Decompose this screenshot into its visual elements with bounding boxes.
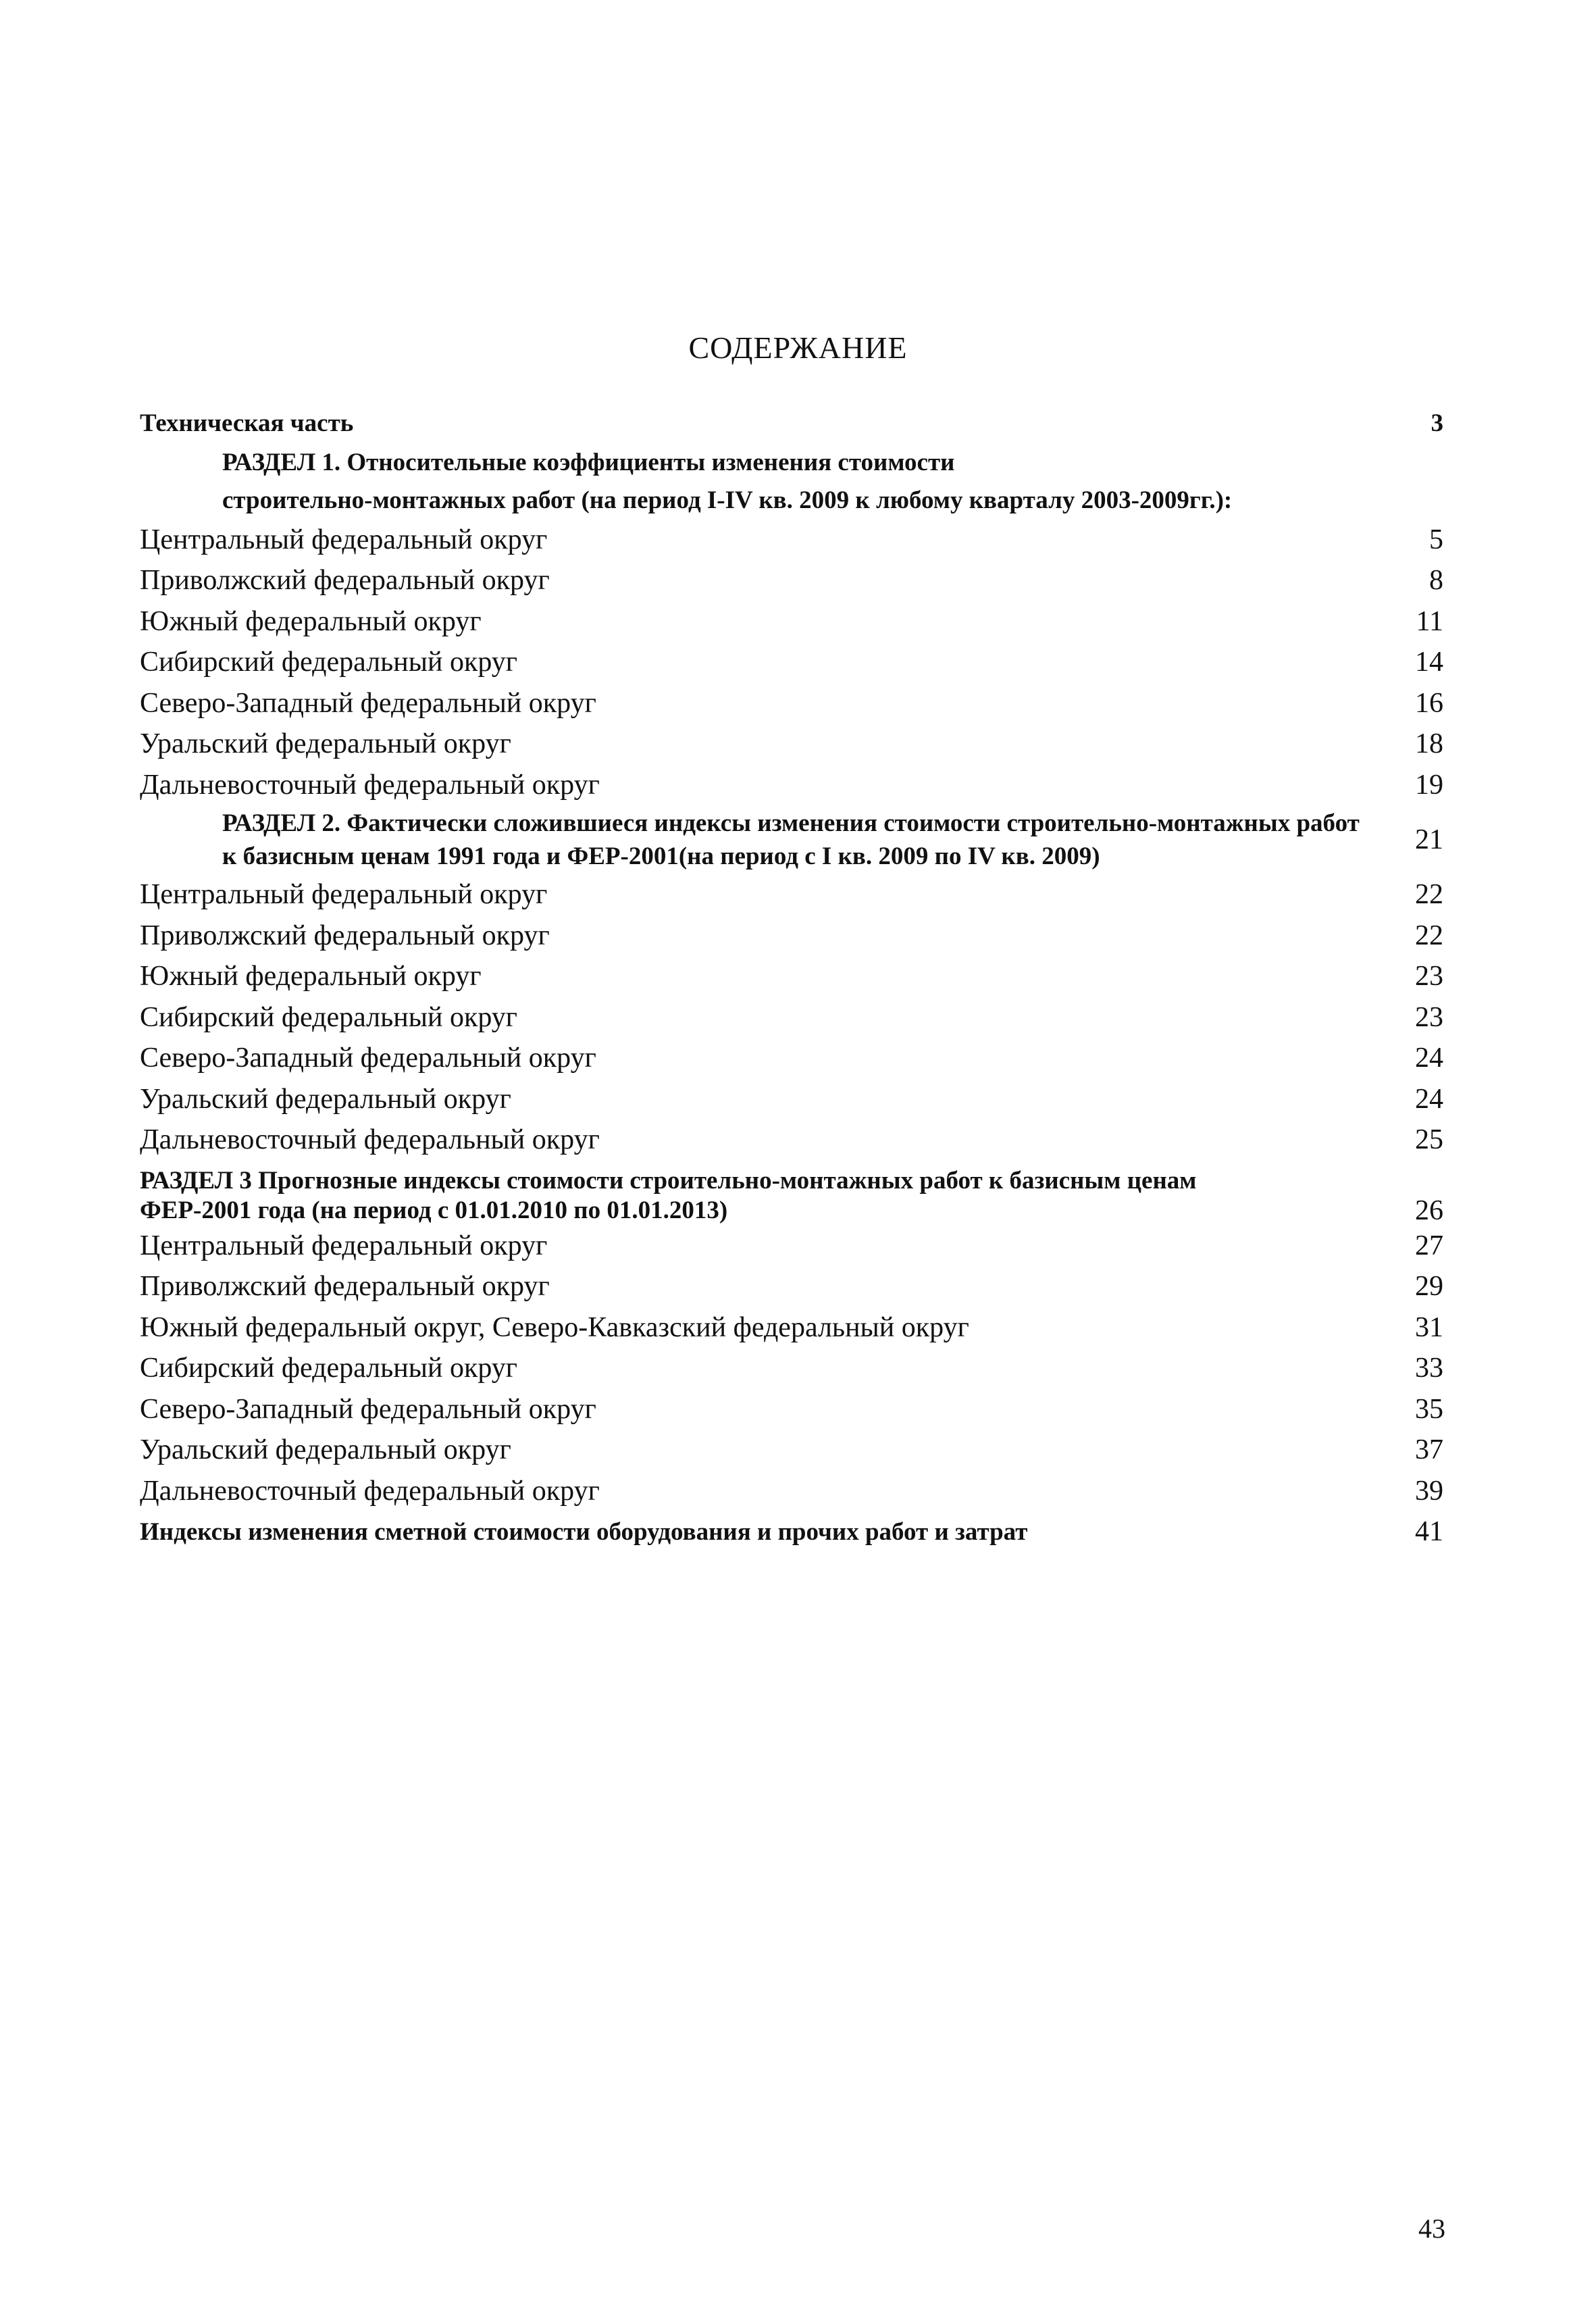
- toc-entry-page: 25: [1415, 1124, 1443, 1156]
- toc-entry: [140, 1471, 1443, 1512]
- toc-section-2-heading: [140, 805, 1443, 874]
- toc-entry-label: Центральный федеральный округ: [140, 524, 548, 555]
- toc-entry-page: 23: [1415, 961, 1443, 992]
- toc-entry: [140, 1038, 1443, 1079]
- toc-entry: [140, 997, 1443, 1038]
- toc-entry-page: 21: [1415, 824, 1443, 855]
- toc-entry-label: Дальневосточный федеральный округ: [140, 1124, 600, 1156]
- toc-entry-page: 24: [1415, 1083, 1443, 1115]
- toc-entry-label: Дальневосточный федеральный округ: [140, 769, 600, 801]
- toc-entry: [140, 1389, 1443, 1430]
- toc-entry-label: Сибирский федеральный округ: [140, 647, 518, 678]
- section-3-title-line-2: ФЕР-2001 года (на период с 01.01.2010 по 01.01.2013): [140, 1196, 728, 1224]
- toc-entry-page: 5: [1429, 524, 1443, 555]
- toc-entry-page: 23: [1415, 1001, 1443, 1033]
- toc-entry: [140, 724, 1443, 765]
- page-number: 43: [1418, 2213, 1445, 2244]
- toc-entry: [140, 1307, 1443, 1349]
- toc-entry-page: 26: [1415, 1194, 1443, 1226]
- toc-section-3-heading: [140, 1161, 1443, 1226]
- toc-entry-label: Северо-Западный федеральный округ: [140, 687, 596, 719]
- toc-entry-page: 18: [1415, 728, 1443, 760]
- toc-entry-page: 8: [1429, 565, 1443, 597]
- toc-entry-page: 22: [1415, 879, 1443, 911]
- toc-entry: [140, 1348, 1443, 1389]
- toc-entry-page: 39: [1415, 1475, 1443, 1507]
- toc-entry-label: Уральский федеральный округ: [140, 1083, 511, 1115]
- table-of-contents: [140, 403, 1443, 1553]
- toc-entry: [140, 642, 1443, 683]
- toc-entry-page: 14: [1415, 647, 1443, 678]
- toc-entry: [140, 683, 1443, 724]
- toc-entry-page: 33: [1415, 1353, 1443, 1384]
- toc-entry-label: Центральный федеральный округ: [140, 879, 548, 911]
- toc-entry-page: 27: [1415, 1230, 1443, 1261]
- toc-section-1-heading: [140, 444, 1443, 520]
- toc-entry: [140, 874, 1443, 915]
- toc-entry-page: 24: [1415, 1042, 1443, 1074]
- toc-entry-label: Дальневосточный федеральный округ: [140, 1475, 600, 1507]
- toc-entry-label: Северо-Западный федеральный округ: [140, 1042, 596, 1074]
- toc-entry-page: 37: [1415, 1434, 1443, 1466]
- toc-entry-page: 16: [1415, 687, 1443, 719]
- toc-entry: [140, 1079, 1443, 1120]
- toc-entry: [140, 915, 1443, 957]
- toc-entry: [140, 601, 1443, 643]
- toc-entry: [140, 765, 1443, 806]
- toc-entry-label: Центральный федеральный округ: [140, 1230, 548, 1261]
- toc-entry-page: 11: [1416, 605, 1443, 637]
- page-title: СОДЕРЖАНИЕ: [688, 330, 908, 365]
- section-2-title: РАЗДЕЛ 2. Фактически сложившиеся индексы изменения стоимости строительно-монтажных работ к базисным ценам 1991 года и ФЕР-2001(на период с I кв. 2009 по IV кв. 2009): [222, 809, 1360, 870]
- toc-entry-page: 35: [1415, 1393, 1443, 1425]
- toc-entry-label: Приволжский федеральный округ: [140, 920, 550, 951]
- toc-entry-page: 31: [1415, 1311, 1443, 1343]
- toc-entry-label: Сибирский федеральный округ: [140, 1353, 518, 1384]
- toc-entry-page: 3: [1431, 409, 1443, 437]
- toc-entry-label: Южный федеральный округ: [140, 605, 482, 637]
- toc-entry: [140, 1226, 1443, 1267]
- toc-entry-equipment-indices: [140, 1511, 1443, 1553]
- toc-entry-label: Техническая часть: [140, 409, 354, 437]
- toc-entry: [140, 560, 1443, 601]
- toc-entry: [140, 1430, 1443, 1471]
- toc-entry: [140, 1120, 1443, 1161]
- section-1-title-line-1: РАЗДЕЛ 1. Относительные коэффициенты изменения стоимости: [222, 448, 955, 476]
- toc-entry-page: 19: [1415, 769, 1443, 801]
- toc-entry-page: 29: [1415, 1271, 1443, 1303]
- toc-entry-label: Уральский федеральный округ: [140, 728, 511, 760]
- toc-entry: [140, 956, 1443, 997]
- toc-entry-label: Южный федеральный округ, Северо-Кавказский федеральный округ: [140, 1311, 969, 1343]
- toc-entry-technical-part: [140, 403, 1443, 444]
- toc-entry: [140, 520, 1443, 561]
- toc-entry-label: Приволжский федеральный округ: [140, 1271, 550, 1303]
- toc-entry-label: Уральский федеральный округ: [140, 1434, 511, 1466]
- section-3-title-line-1: РАЗДЕЛ 3 Прогнозные индексы стоимости строительно-монтажных работ к базисным ценам: [140, 1166, 1197, 1194]
- toc-entry: [140, 1266, 1443, 1307]
- toc-entry-label: Индексы изменения сметной стоимости оборудования и прочих работ и затрат: [140, 1517, 1028, 1546]
- toc-entry-label: Сибирский федеральный округ: [140, 1001, 518, 1033]
- toc-entry-label: Северо-Западный федеральный округ: [140, 1393, 596, 1425]
- section-1-title-line-2: строительно-монтажных работ (на период I-IV кв. 2009 к любому кварталу 2003-2009гг.):: [222, 486, 1233, 514]
- toc-entry-page: 22: [1415, 920, 1443, 951]
- toc-entry-page: 41: [1415, 1516, 1443, 1548]
- toc-entry-label: Южный федеральный округ: [140, 961, 482, 992]
- toc-entry-label: Приволжский федеральный округ: [140, 565, 550, 597]
